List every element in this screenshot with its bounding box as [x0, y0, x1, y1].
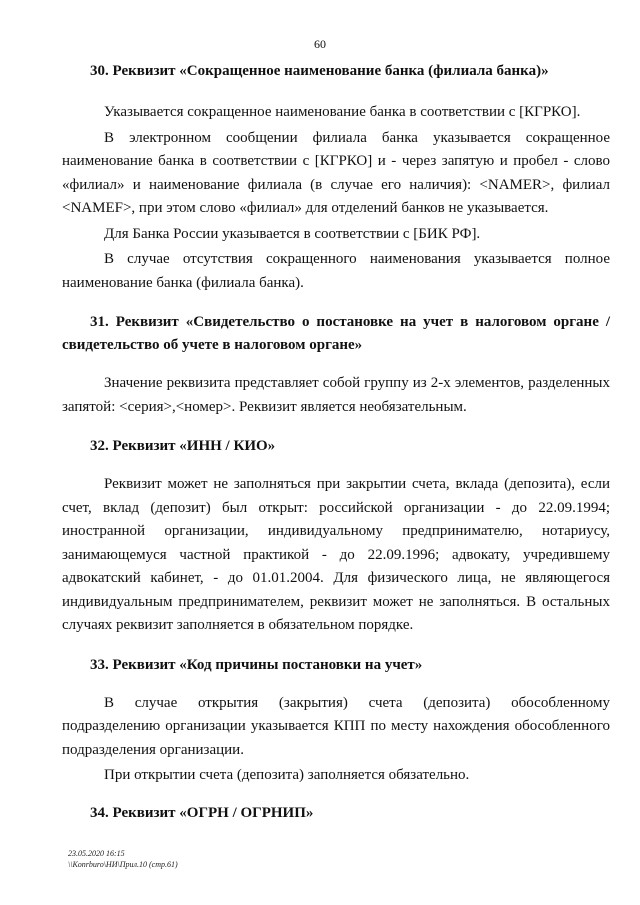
section-32	[62, 435, 610, 638]
section-31	[62, 311, 610, 419]
footer-stamp	[68, 848, 178, 870]
paragraph: В электронном сообщении филиала банка указывается сокращенное наименование банка в соответствии с [КГРКО] и - через запятую и пробел - слово «филиал» и наименование филиала (в случае его наличия): <NAMER>, филиал <NAMEF>, при этом слово «филиал» для отделений банков не указывается.	[62, 129, 610, 216]
page-number: 60	[314, 37, 326, 51]
section-33	[62, 654, 610, 788]
paragraph: Указывается сокращенное наименование банка в соответствии с [КГРКО].	[104, 104, 581, 120]
section-heading: 32. Реквизит «ИНН / КИО»	[90, 438, 276, 454]
paragraph: Для Банка России указывается в соответствии с [БИК РФ].	[104, 225, 481, 242]
section-30	[62, 60, 610, 295]
section-heading: 34. Реквизит «ОГРН / ОГРНИП»	[90, 804, 314, 821]
section-heading: 31. Реквизит «Свидетельство о постановке на учет в налоговом органе / свидетельство об учете в налоговом органе»	[62, 314, 610, 353]
footer-file-path: \\Konrburo\НИ\Прил.10 (стр.61)	[68, 860, 178, 869]
paragraph: Реквизит может не заполняться при закрытии счета, вклада (депозита), если счет, вклад (депозит) был открыт: российской организации - до 22.09.1994; иностранной организации, индивидуальному предпринимателю, нотариусу, занимающемуся частной практикой - до 22.09.1996; адвокату, учредившему адвокатский кабинет, - до 01.01.2004. Для физического лица, не являющегося индивидуальным предпринимателем, реквизит может не заполняться. В остальных случаях реквизит заполняется в обязательном порядке.	[62, 476, 610, 633]
section-heading: 30. Реквизит «Сокращенное наименование банка (филиала банка)»	[90, 63, 549, 79]
paragraph: Значение реквизита представляет собой группу из 2-х элементов, разделенных запятой: <серия>,<номер>. Реквизит является необязательным.	[62, 375, 610, 415]
document-body	[62, 60, 610, 825]
paragraph: При открытии счета (депозита) заполняется обязательно.	[104, 767, 470, 783]
footer-timestamp: 23.05.2020 16:15	[68, 849, 125, 858]
paragraph: В случае открытия (закрытия) счета (депозита) обособленному подразделению организации указывается КПП по месту нахождения обособленного подразделения организации.	[62, 694, 610, 758]
paragraph: В случае отсутствия сокращенного наименования указывается полное наименование банка (филиала банка).	[62, 251, 610, 291]
section-34	[62, 802, 610, 825]
section-heading: 33. Реквизит «Код причины постановки на учет»	[90, 656, 423, 673]
